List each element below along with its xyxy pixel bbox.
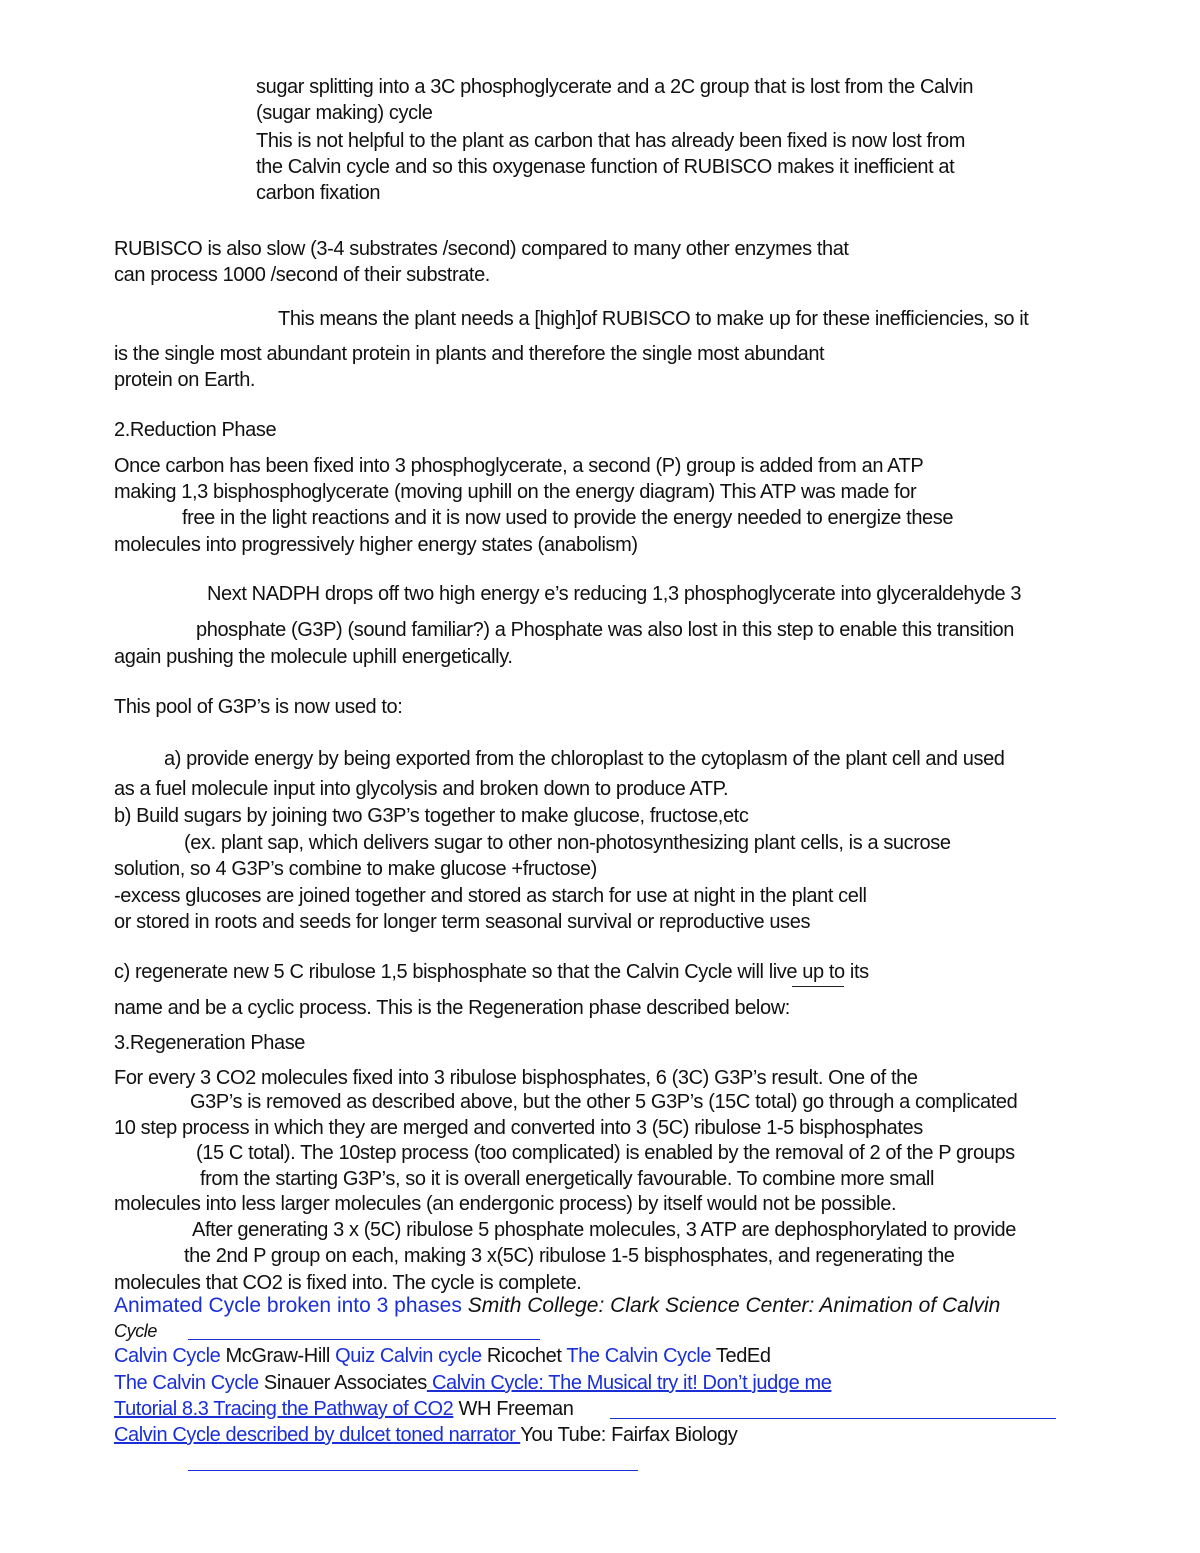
underline-rule <box>792 986 844 987</box>
text-line: (sugar making) cycle <box>256 102 433 124</box>
text-line: again pushing the molecule uphill energetically. <box>114 646 513 668</box>
text-line: For every 3 CO2 molecules fixed into 3 ribulose bisphosphates, 6 (3C) G3P’s result. One of the <box>114 1067 918 1089</box>
text-line: (15 C total). The 10step process (too complicated) is enabled by the removal of 2 of the P groups <box>196 1142 1015 1164</box>
link-source: TedEd <box>711 1345 771 1367</box>
text-line: After generating 3 x (5C) ribulose 5 phosphate molecules, 3 ATP are dephosphorylated to provide <box>192 1219 1017 1241</box>
link-source: Smith College: Clark Science Center: Animation of Calvin <box>467 1294 1001 1317</box>
calvin-cycle-link[interactable]: Calvin Cycle <box>114 1345 221 1367</box>
text-line: This is not helpful to the plant as carbon that has already been fixed is now lost from <box>256 130 965 152</box>
text-line: b) Build sugars by joining two G3P’s together to make glucose, fructose,etc <box>114 805 749 827</box>
link-underline <box>188 1339 540 1340</box>
link-underline <box>188 1470 638 1471</box>
text-line: molecules that CO2 is fixed into. The cycle is complete. <box>114 1272 582 1294</box>
links-row-5 <box>114 1423 737 1447</box>
text-line: 10 step process in which they are merged and converted into 3 (5C) ribulose 1-5 bisphosphates <box>114 1117 923 1139</box>
text-line: name and be a cyclic process. This is the Regeneration phase described below: <box>114 997 790 1019</box>
text-line: phosphate (G3P) (sound familiar?) a Phosphate was also lost in this step to enable this transition <box>196 619 1014 641</box>
tutorial-link[interactable]: Tutorial 8.3 Tracing the Pathway of CO2 <box>114 1398 454 1420</box>
link-source: WH Freeman <box>453 1398 574 1420</box>
links-row-4 <box>114 1397 573 1421</box>
text-line: G3P’s is removed as described above, but the other 5 G3P’s (15C total) go through a complicated <box>190 1091 1018 1113</box>
text-line: protein on Earth. <box>114 369 256 391</box>
text-line: free in the light reactions and it is now used to provide the energy needed to energize these <box>182 507 954 529</box>
text-line: Next NADPH drops off two high energy e’s reducing 1,3 phosphoglycerate into glyceraldehyde 3 <box>207 583 1022 605</box>
link-source: Ricochet <box>481 1345 567 1367</box>
dulcet-narrator-link[interactable]: Calvin Cycle described by dulcet toned narrator <box>114 1424 521 1446</box>
calvin-musical-link[interactable]: Calvin Cycle: The Musical try it! Don’t judge me <box>426 1372 832 1394</box>
text-line: making 1,3 bisphosphoglycerate (moving uphill on the energy diagram) This ATP was made for <box>114 481 917 503</box>
text-line: carbon fixation <box>256 182 381 204</box>
link-source-cont: Cycle <box>114 1321 158 1341</box>
text-line: This means the plant needs a [high]of RUBISCO to make up for these inefficiencies, so it <box>278 308 1029 330</box>
links-row-1 <box>114 1294 1000 1318</box>
quiz-link[interactable]: Quiz Calvin cycle <box>335 1345 482 1367</box>
text-line: molecules into less larger molecules (an endergonic process) by itself would not be possible. <box>114 1193 897 1215</box>
link-source: Sinauer Associates <box>263 1372 427 1394</box>
text-line: the Calvin cycle and so this oxygenase function of RUBISCO makes it inefficient at <box>256 156 955 178</box>
text-line: or stored in roots and seeds for longer term seasonal survival or reproductive uses <box>114 911 811 933</box>
text-line: (ex. plant sap, which delivers sugar to other non-photosynthesizing plant cells, is a sucrose <box>184 832 951 854</box>
text-line: as a fuel molecule input into glycolysis and broken down to produce ATP. <box>114 778 729 800</box>
text-line: Once carbon has been fixed into 3 phosphoglycerate, a second (P) group is added from an ATP <box>114 455 924 477</box>
calvin-cycle-teded-link[interactable]: The Calvin Cycle <box>566 1345 712 1367</box>
text-line: RUBISCO is also slow (3-4 substrates /second) compared to many other enzymes that <box>114 238 849 260</box>
links-row-3 <box>114 1371 831 1395</box>
text-line: from the starting G3P’s, so it is overall energetically favourable. To combine more small <box>200 1168 935 1190</box>
text-line: sugar splitting into a 3C phosphoglycerate and a 2C group that is lost from the Calvin <box>256 76 974 98</box>
text-line: can process 1000 /second of their substrate. <box>114 264 490 286</box>
text-line: This pool of G3P’s is now used to: <box>114 696 403 718</box>
link-underline <box>610 1418 1056 1419</box>
link-source: McGraw-Hill <box>220 1345 336 1367</box>
text-line: the 2nd P group on each, making 3 x(5C) ribulose 1-5 bisphosphates, and regenerating the <box>184 1245 955 1267</box>
calvin-cycle-sinauer-link[interactable]: The Calvin Cycle <box>114 1372 264 1394</box>
text-line: molecules into progressively higher energy states (anabolism) <box>114 534 638 556</box>
link-source: You Tube: Fairfax Biology <box>520 1424 738 1446</box>
section-heading: 3.Regeneration Phase <box>114 1032 306 1054</box>
links-row-2 <box>114 1344 771 1368</box>
text-line: c) regenerate new 5 C ribulose 1,5 bisphosphate so that the Calvin Cycle will live up to its <box>114 961 869 983</box>
text-line: solution, so 4 G3P’s combine to make glucose +fructose) <box>114 858 597 880</box>
text-line: -excess glucoses are joined together and stored as starch for use at night in the plant cell <box>114 885 867 907</box>
text-line: is the single most abundant protein in plants and therefore the single most abundant <box>114 343 825 365</box>
animated-cycle-link[interactable]: Animated Cycle broken into 3 phases <box>114 1294 462 1317</box>
text-line: a) provide energy by being exported from the chloroplast to the cytoplasm of the plant cell and used <box>164 748 1005 770</box>
section-heading: 2.Reduction Phase <box>114 419 277 441</box>
